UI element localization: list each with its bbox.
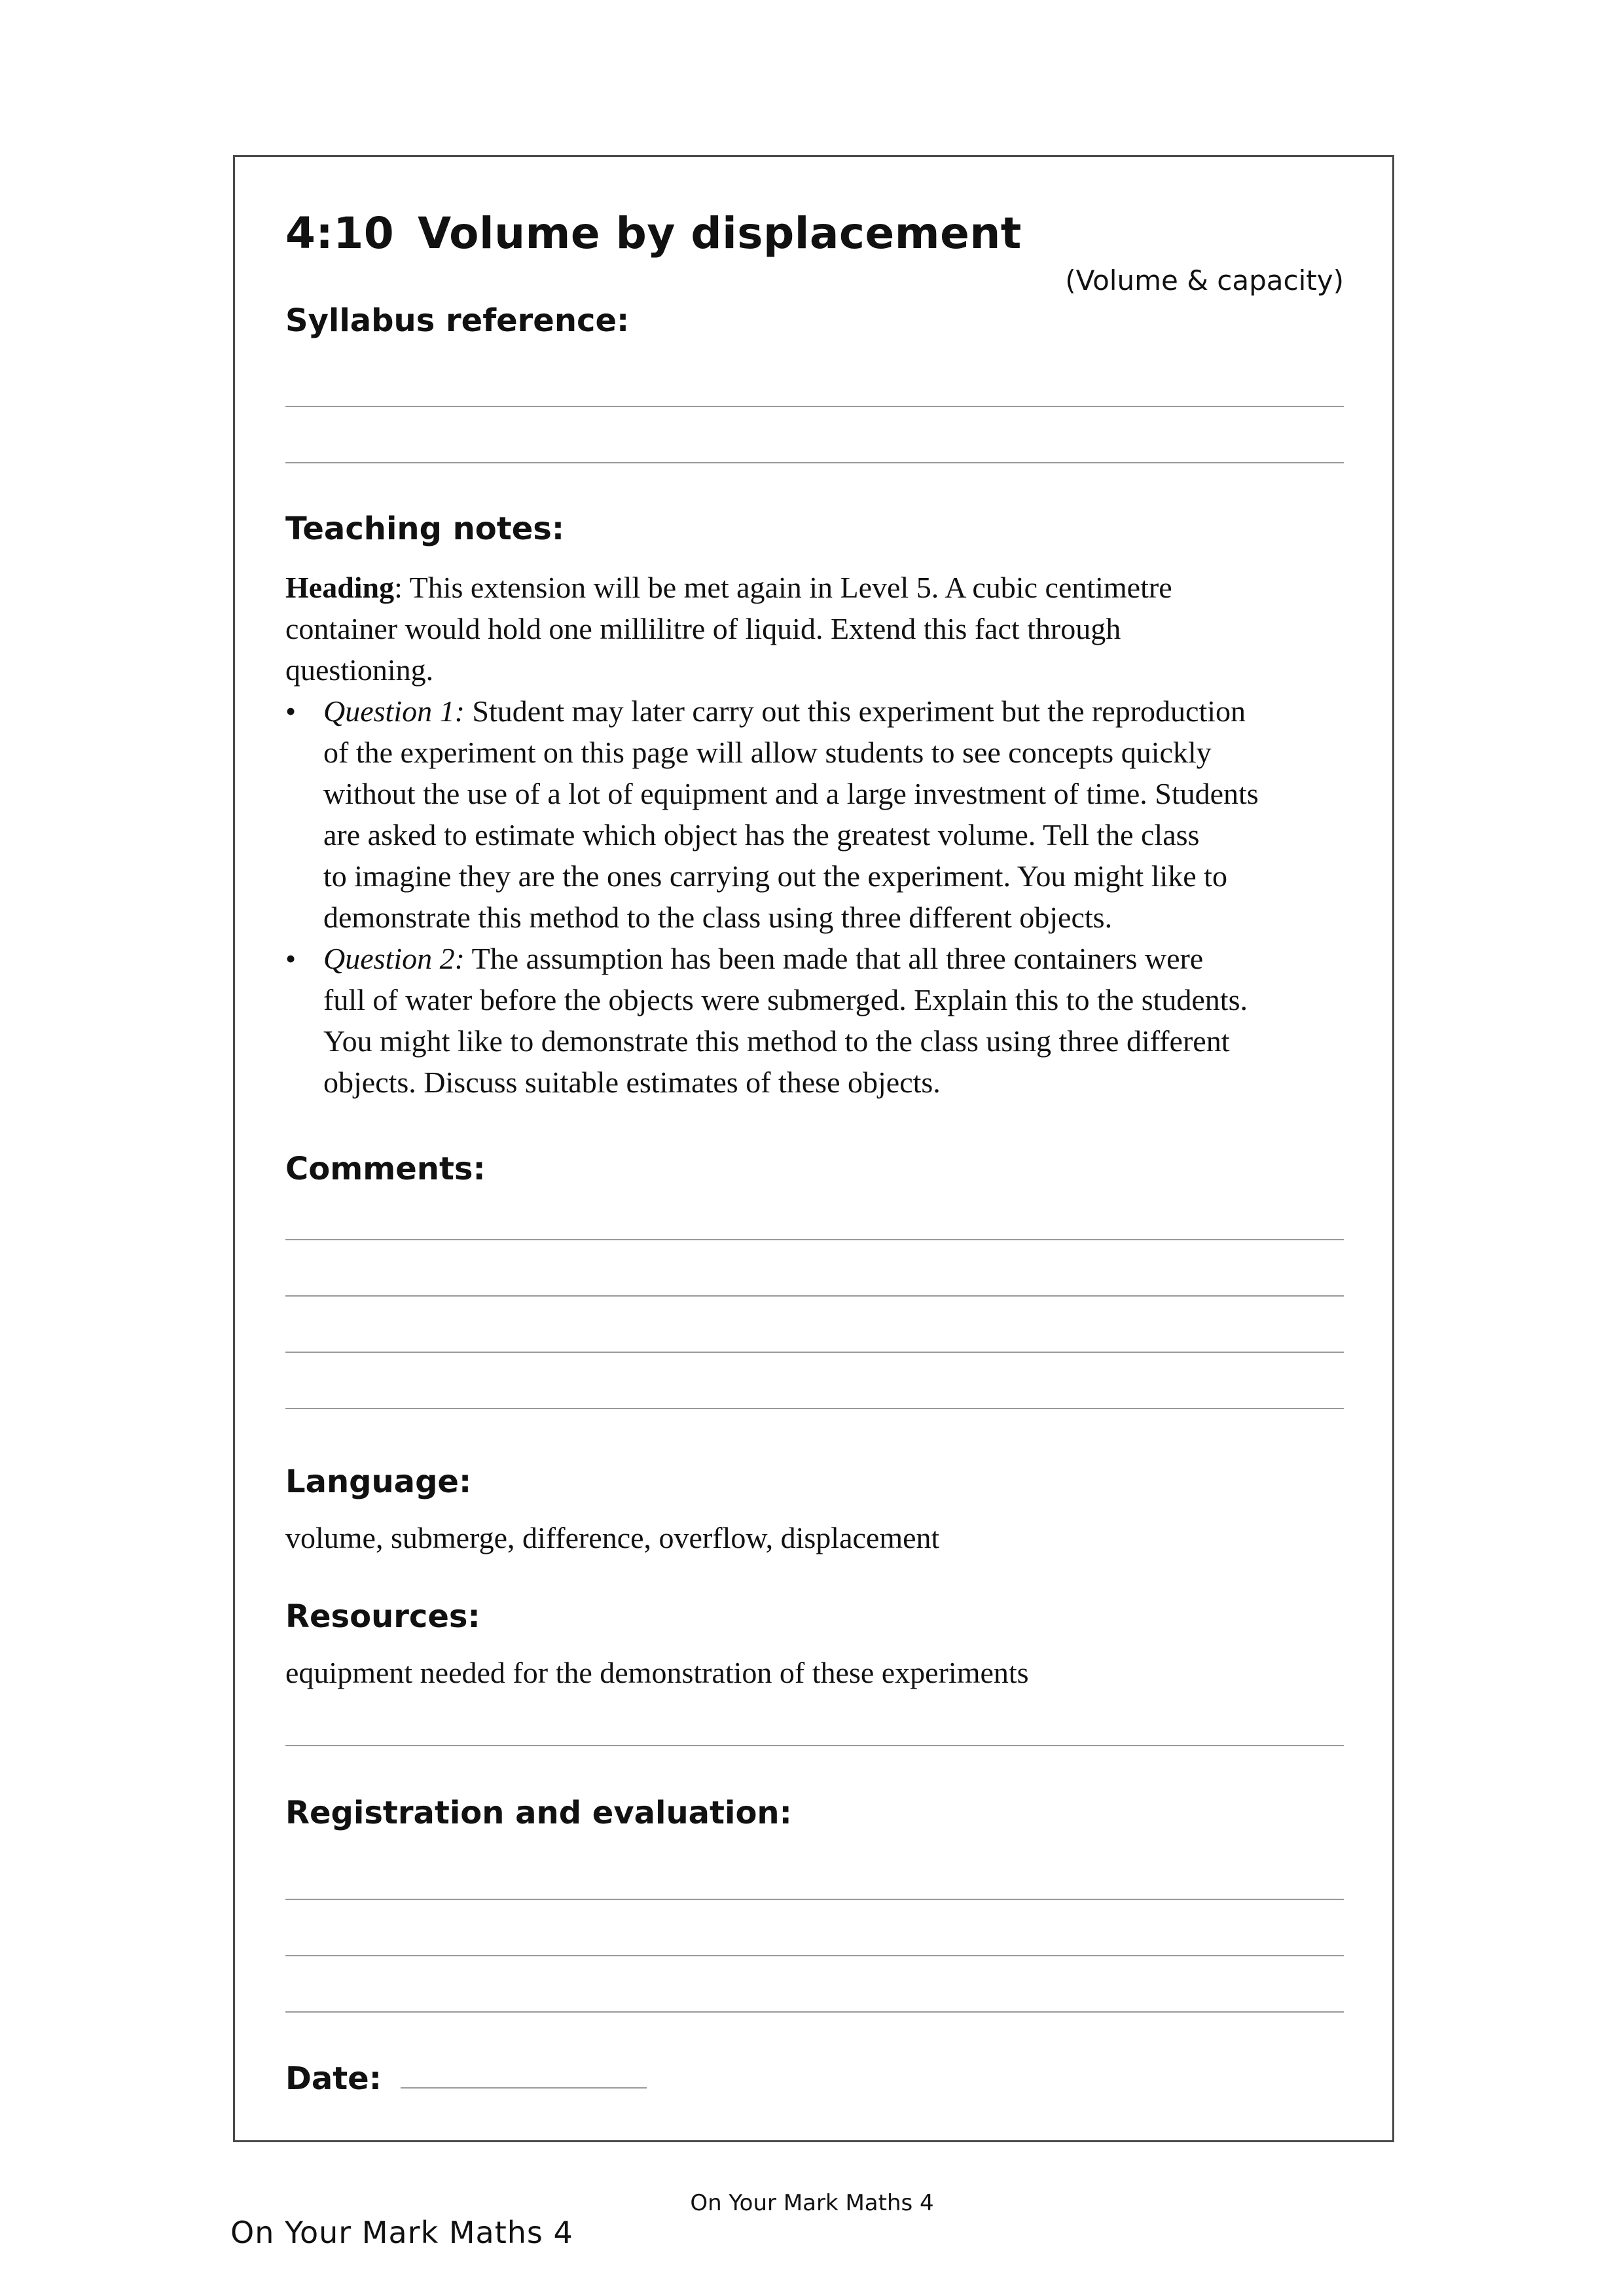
- heading-paragraph: [285, 567, 1259, 691]
- footer-center-text: On Your Mark Maths 4: [690, 2190, 934, 2216]
- question-2-bullet: [285, 938, 1259, 1103]
- bullet-line: are asked to estimate which object has the greatest volume. Tell the class: [323, 818, 1200, 852]
- syllabus-line-2: [285, 462, 1344, 463]
- lesson-number: 4:10: [285, 208, 395, 259]
- resources-text: equipment needed for the demonstration of these experiments: [285, 1656, 1029, 1689]
- question-2-label: Question 2:: [323, 942, 465, 975]
- heading-line: questioning.: [285, 653, 434, 687]
- comments-heading: Comments:: [285, 1151, 486, 1187]
- resources-heading: Resources:: [285, 1598, 480, 1635]
- heading-bold-label: Heading: [285, 571, 395, 604]
- page-title: [285, 208, 1022, 259]
- date-label: Date:: [285, 2060, 382, 2097]
- bullet-line: You might like to demonstrate this method to the class using three different: [323, 1024, 1230, 1058]
- heading-line: : This extension will be met again in Level 5. A cubic centimetre: [394, 571, 1172, 604]
- bullet-line: to imagine they are the ones carrying out the experiment. You might like to: [323, 859, 1227, 893]
- bullet-dot: •: [285, 942, 297, 975]
- lesson-title: Volume by displacement: [418, 208, 1022, 259]
- comments-line-1: [285, 1239, 1344, 1240]
- registration-line-1: [285, 1899, 1344, 1900]
- bullet-line: full of water before the objects were submerged. Explain this to the students.: [323, 983, 1248, 1016]
- question-1-bullet: [285, 691, 1259, 938]
- bullet-line: The assumption has been made that all three containers were: [464, 942, 1204, 975]
- language-heading: Language:: [285, 1463, 472, 1500]
- resources-line: [285, 1745, 1344, 1746]
- syllabus-heading: Syllabus reference:: [285, 302, 630, 339]
- topic-tag: (Volume & capacity): [1065, 264, 1344, 296]
- teaching-notes-heading: Teaching notes:: [285, 511, 565, 547]
- syllabus-line-1: [285, 406, 1344, 407]
- language-text: volume, submerge, difference, overflow, displacement: [285, 1521, 940, 1554]
- registration-heading: Registration and evaluation:: [285, 1795, 792, 1831]
- registration-line-2: [285, 1955, 1344, 1956]
- comments-line-2: [285, 1295, 1344, 1297]
- comments-line-4: [285, 1408, 1344, 1409]
- bullet-dot: •: [285, 694, 297, 728]
- bullet-line: Student may later carry out this experiment but the reproduction: [464, 694, 1246, 728]
- comments-line-3: [285, 1352, 1344, 1353]
- bullet-line: without the use of a lot of equipment and a large investment of time. Students: [323, 777, 1259, 810]
- heading-line: container would hold one millilitre of liquid. Extend this fact through: [285, 612, 1121, 645]
- footer-left-text: On Your Mark Maths 4: [230, 2215, 573, 2250]
- teaching-notes-body: [285, 567, 1259, 1103]
- registration-line-3: [285, 2011, 1344, 2013]
- question-1-label: Question 1:: [323, 694, 465, 728]
- date-field-line: [401, 2087, 647, 2089]
- bullet-line: of the experiment on this page will allow students to see concepts quickly: [323, 736, 1212, 769]
- bullet-line: objects. Discuss suitable estimates of these objects.: [323, 1066, 941, 1099]
- bullet-line: demonstrate this method to the class using three different objects.: [323, 901, 1113, 934]
- page-frame: [233, 155, 1394, 2142]
